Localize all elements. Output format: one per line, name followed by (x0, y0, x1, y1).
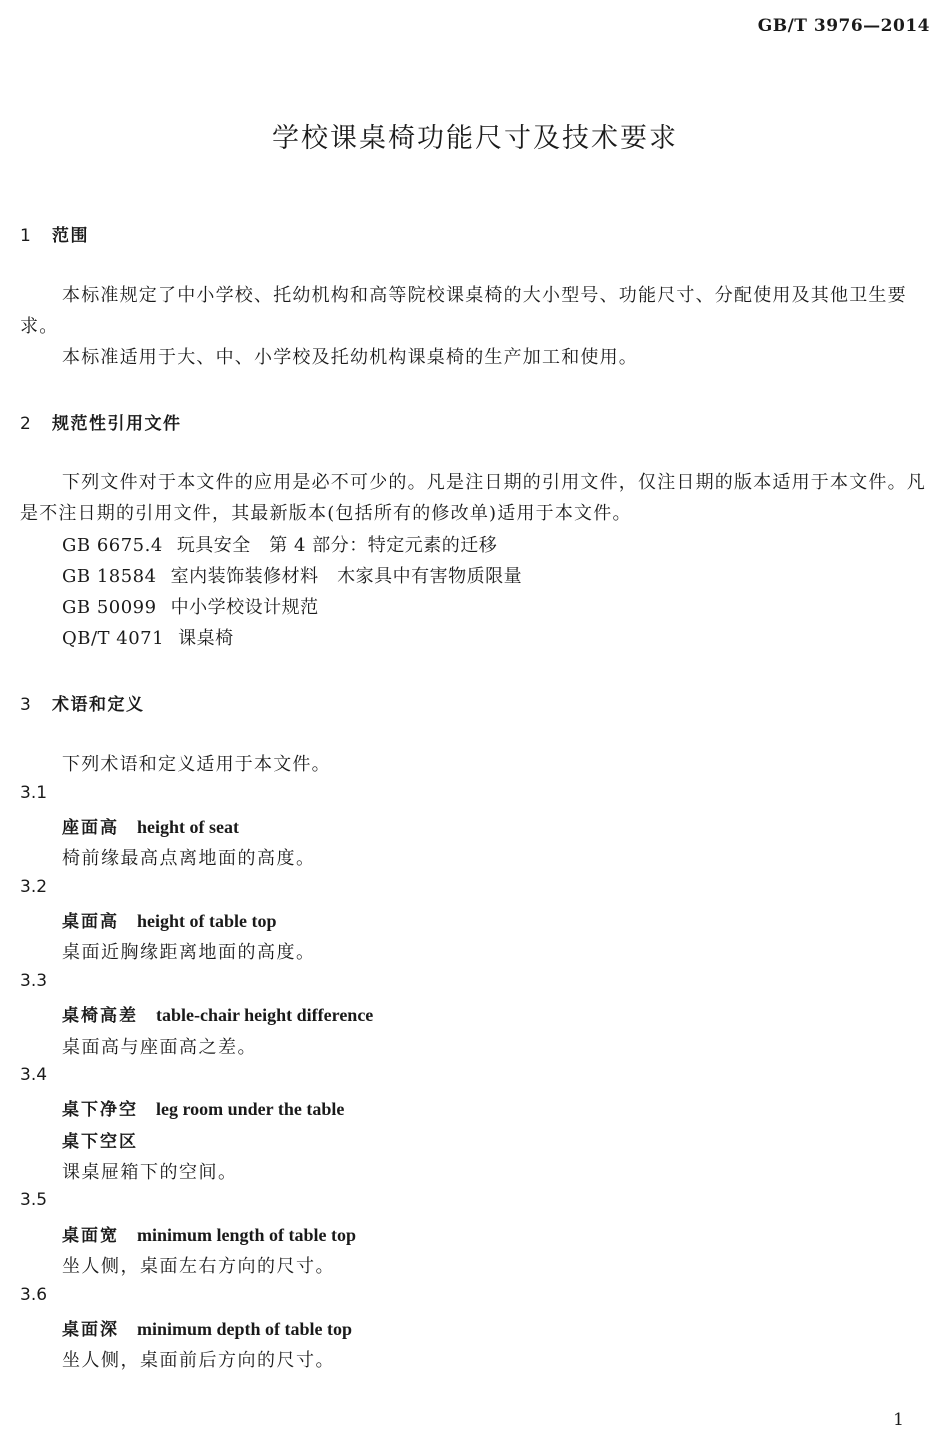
section-3-heading (20, 690, 145, 715)
term-definition: 桌面近胸缘距离地面的高度。 (62, 942, 316, 963)
reference-title: 课桌椅 (178, 628, 234, 649)
reference-code: GB 6675.4 (62, 535, 163, 556)
term-definition: 椅前缘最高点离地面的高度。 (62, 848, 316, 869)
reference-item (62, 624, 234, 650)
term-chinese: 座面高 (62, 818, 119, 838)
reference-title: 室内装饰装修材料 木家具中有害物质限量 (170, 566, 523, 587)
term-definition: 坐人侧，桌面左右方向的尺寸。 (62, 1256, 335, 1277)
reference-code: GB 50099 (62, 597, 157, 618)
section-1-heading (20, 221, 89, 246)
section-2-heading (20, 409, 182, 434)
normative-references-intro: 下列文件对于本文件的应用是必不可少的。凡是注日期的引用文件，仅注日期的版本适用于本文件。凡是不注日期的引用文件，其最新版本(包括所有的修改单)适用于本文件。 (20, 472, 926, 524)
section-title: 术语和定义 (52, 695, 145, 715)
term-chinese: 桌面高 (62, 912, 119, 932)
term-number: 3.3 (20, 971, 48, 991)
section-title: 范围 (52, 226, 89, 246)
term-number: 3.5 (20, 1190, 48, 1210)
term-chinese: 桌面宽 (62, 1226, 119, 1246)
section-number: 3 (20, 695, 33, 715)
term-number: 3.6 (20, 1285, 48, 1305)
term-english: height of table top (137, 911, 277, 931)
term-english: height of seat (137, 817, 239, 837)
document-title: 学校课桌椅功能尺寸及技术要求 (272, 123, 678, 154)
terms-intro: 下列术语和定义适用于本文件。 (62, 754, 331, 775)
term-number: 3.1 (20, 783, 48, 803)
page-number: 1 (893, 1410, 904, 1430)
term-definition: 坐人侧，桌面前后方向的尺寸。 (62, 1350, 335, 1371)
reference-code: GB 18584 (62, 566, 157, 587)
term-heading (62, 1001, 373, 1026)
term-chinese: 桌椅高差 (62, 1006, 138, 1026)
reference-item (62, 593, 319, 619)
term-heading (62, 813, 239, 838)
term-heading (62, 907, 277, 932)
reference-item (62, 531, 497, 557)
term-number: 3.4 (20, 1065, 48, 1085)
term-heading (62, 1221, 356, 1246)
term-english: table-chair height difference (156, 1005, 374, 1025)
scope-paragraph-2: 本标准适用于大、中、小学校及托幼机构课桌椅的生产加工和使用。 (62, 347, 638, 368)
term-english: minimum length of table top (137, 1225, 357, 1245)
term-heading (62, 1095, 344, 1120)
term-alt-chinese: 桌下空区 (62, 1132, 138, 1152)
standard-code: GB/T 3976—2014 (757, 16, 930, 36)
term-heading (62, 1315, 352, 1340)
term-alternative (62, 1127, 138, 1152)
reference-title: 玩具安全 第 4 部分：特定元素的迁移 (176, 535, 498, 556)
term-definition: 课桌屉箱下的空间。 (62, 1162, 238, 1183)
section-title: 规范性引用文件 (52, 414, 182, 434)
term-definition: 桌面高与座面高之差。 (62, 1037, 257, 1058)
section-number: 1 (20, 226, 33, 246)
term-english: minimum depth of table top (137, 1319, 353, 1339)
term-number: 3.2 (20, 877, 48, 897)
reference-code: QB/T 4071 (62, 628, 165, 649)
reference-title: 中小学校设计规范 (170, 597, 319, 618)
term-english: leg room under the table (156, 1099, 345, 1119)
section-number: 2 (20, 414, 33, 434)
term-chinese: 桌下净空 (62, 1100, 138, 1120)
scope-paragraph-1: 本标准规定了中小学校、托幼机构和高等院校课桌椅的大小型号、功能尺寸、分配使用及其他卫生要求。 (20, 285, 907, 337)
reference-item (62, 562, 522, 588)
term-chinese: 桌面深 (62, 1320, 119, 1340)
